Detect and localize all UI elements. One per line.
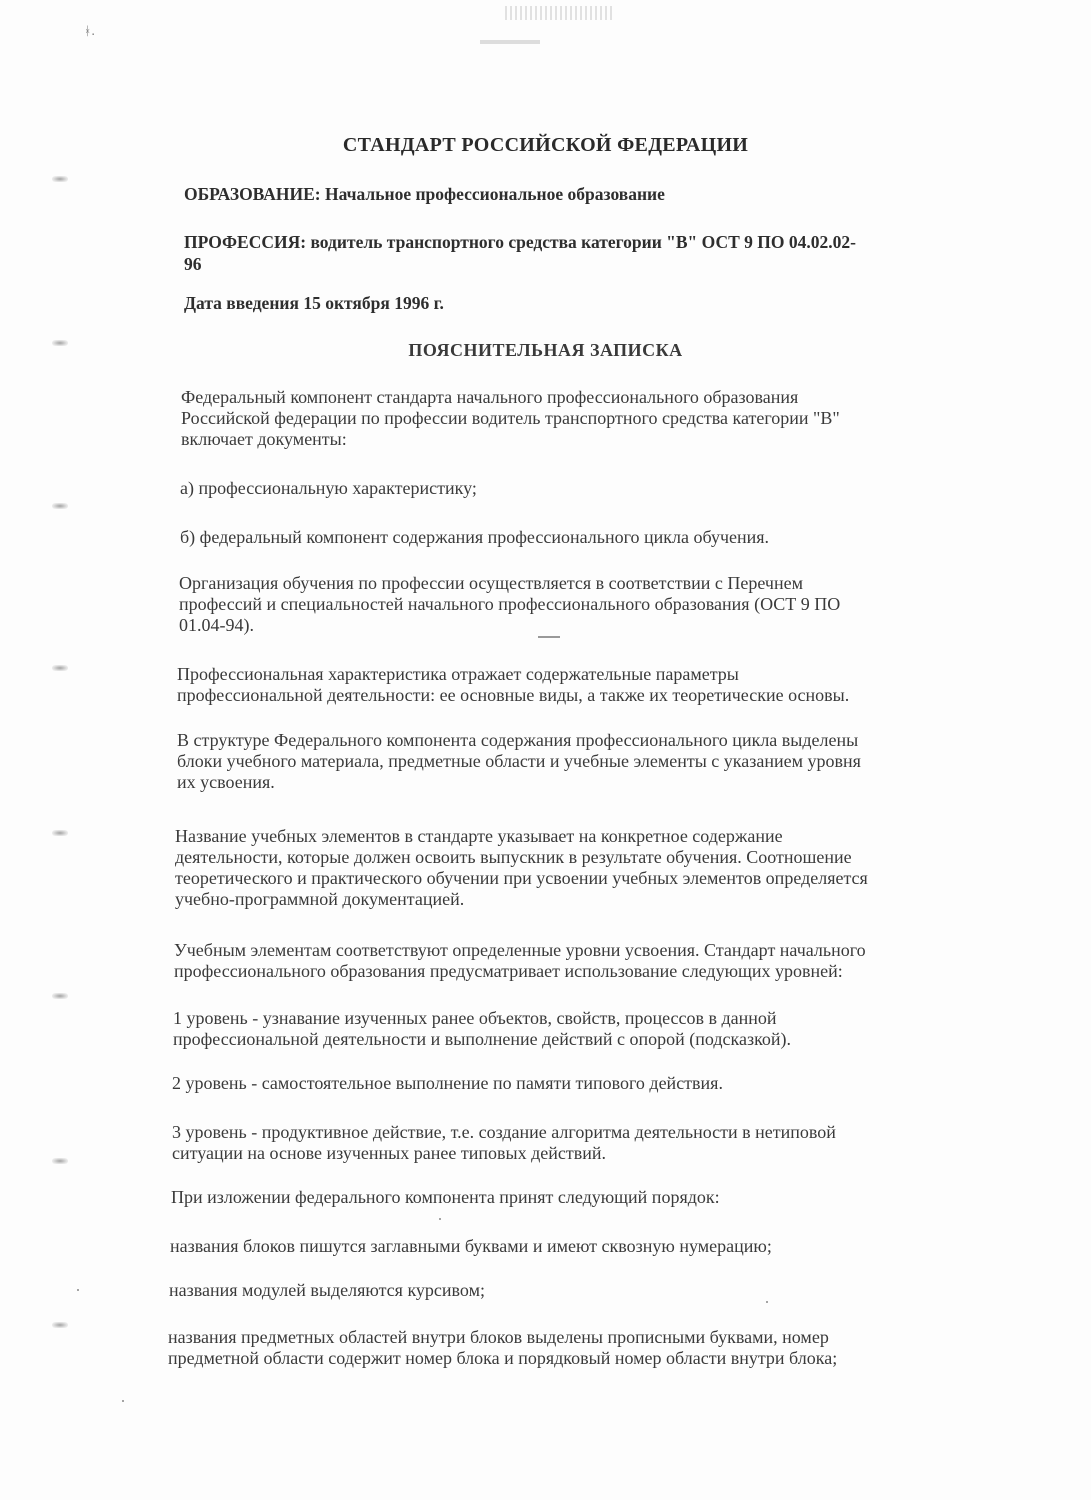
paragraph: 1 уровень - узнавание изученных ранее объектов, свойств, процессов в данной профессиональной деятельности и выполнение действий с опорой (подсказкой). [173, 1008, 792, 1049]
punch-hole-mark [52, 830, 68, 836]
punch-hole-mark [52, 993, 68, 999]
paragraph: названия модулей выделяются курсивом; [169, 1280, 485, 1300]
scan-artifact [439, 1218, 441, 1220]
paragraph: В структуре Федерального компонента содержания профессионального цикла выделены блоки учебного материала, предметные области и учебные элементы с указанием уровня их усвоения. [177, 730, 861, 792]
scan-artifact [538, 636, 560, 638]
profession-line: ПРОФЕССИЯ: водитель транспортного средства категории "В" ОСТ 9 ПО 04.02.02- 96 [184, 232, 856, 274]
paragraph: а) профессиональную характеристику; [180, 478, 477, 498]
punch-hole-mark [52, 1158, 68, 1164]
punch-hole-mark [52, 1322, 68, 1328]
paragraph: названия блоков пишутся заглавными буквами и имеют сквозную нумерацию; [170, 1236, 772, 1256]
paragraph: названия предметных областей внутри блоков выделены прописными буквами, номер предметной области содержит номер блока и порядковый номер области внутри блока; [168, 1327, 838, 1368]
punch-hole-mark [52, 176, 68, 182]
document-title: СТАНДАРТ РОССИЙСКОЙ ФЕДЕРАЦИИ [342, 134, 749, 156]
paragraph: При изложении федерального компонента принят следующий порядок: [171, 1187, 720, 1207]
paragraph: 3 уровень - продуктивное действие, т.е. создание алгоритма деятельности в нетиповой ситуации на основе изученных ранее типовых действий. [172, 1122, 836, 1163]
scan-artifact [480, 40, 540, 44]
scan-artifact [505, 6, 615, 20]
scan-artifact: ᚼ. [84, 24, 96, 38]
introduction-date: Дата введения 15 октября 1996 г. [184, 293, 444, 313]
punch-hole-mark [52, 503, 68, 509]
paragraph: 2 уровень - самостоятельное выполнение по памяти типового действия. [172, 1073, 723, 1093]
scan-artifact [766, 1301, 768, 1303]
section-title: ПОЯСНИТЕЛЬНАЯ ЗАПИСКА [408, 340, 683, 360]
paragraph: Название учебных элементов в стандарте указывает на конкретное содержание деятельности, которые должен освоить выпускник в результате обучения. Соотношение теоретического и практического обучении при усвоении учебных элементов определяется учебно-программной документацией. [175, 826, 868, 909]
paragraph: Учебным элементам соответствуют определенные уровни усвоения. Стандарт начального профессионального образования предусматривает использование следующих уровней: [174, 940, 866, 981]
scan-artifact [122, 1400, 124, 1402]
paragraph: Федеральный компонент стандарта начального профессионального образования Российской федерации по профессии водитель транспортного средства категории "В" включает документы: [181, 387, 840, 449]
scan-artifact [77, 1289, 79, 1291]
paragraph: Профессиональная характеристика отражает содержательные параметры профессиональной деятельности: ее основные виды, а также их теоретические основы. [177, 664, 850, 705]
paragraph: Организация обучения по профессии осуществляется в соответствии с Перечнем профессий и специальностей начального профессионального образования (ОСТ 9 ПО 01.04-94). [179, 573, 841, 635]
paragraph: б) федеральный компонент содержания профессионального цикла обучения. [180, 527, 770, 547]
education-line: ОБРАЗОВАНИЕ: Начальное профессиональное образование [184, 184, 665, 204]
punch-hole-mark [52, 665, 68, 671]
